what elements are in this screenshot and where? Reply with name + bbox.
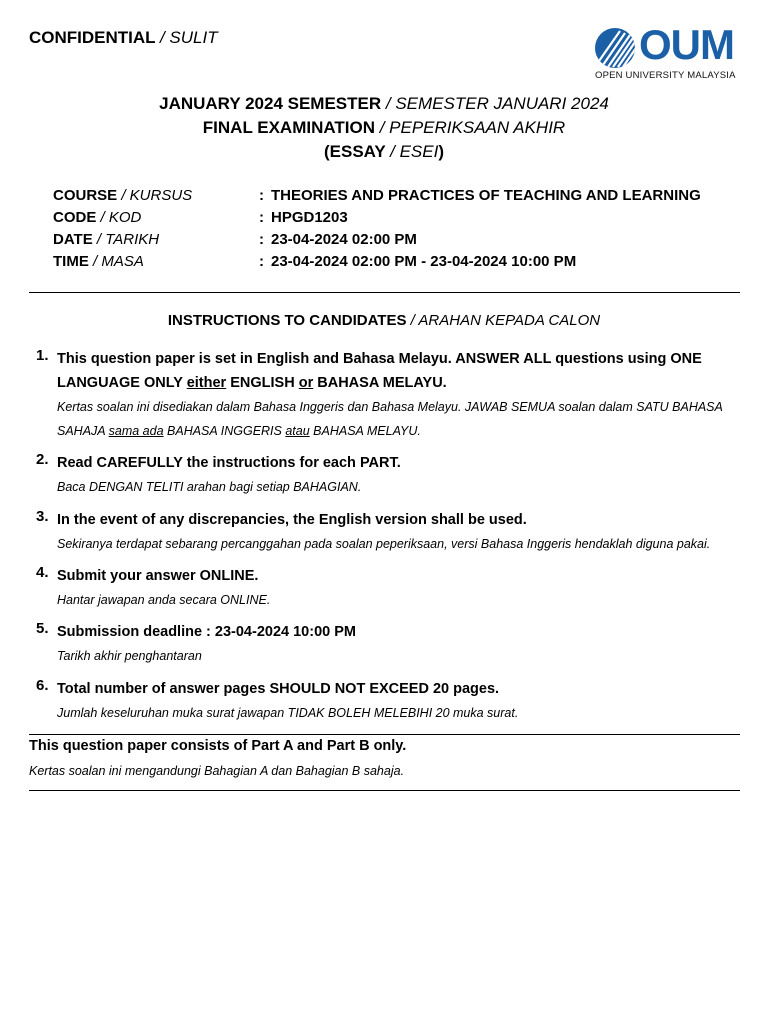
divider-top: [29, 292, 740, 293]
exam-titles: [0, 92, 768, 164]
divider-middle: [29, 734, 740, 735]
instruction-item-3: 3. In the event of any discrepancies, the English version shall be used. Sekiranya terdapat sebarang percanggahan pada soalan peperiksaan, versi Bahasa Inggeris hendaklah diguna pakai.: [36, 508, 711, 551]
oum-logo: [594, 21, 744, 83]
info-row-time: TIME / MASA : 23-04-2024 02:00 PM - 23-04-2024 10:00 PM: [53, 253, 577, 270]
instruction-item-4: 4. Submit your answer ONLINE. Hantar jawapan anda secara ONLINE.: [36, 564, 271, 607]
instructions-title: INSTRUCTIONS TO CANDIDATES / ARAHAN KEPADA CALON: [167, 312, 601, 329]
confidential-label: [29, 28, 218, 48]
exam-type: (ESSAY / ESEI): [323, 142, 444, 161]
confidential-my: / SULIT: [159, 28, 218, 47]
instruction-1-my: Kertas soalan ini disediakan dalam Bahasa Inggeris dan Bahasa Melayu. JAWAB SEMUA soalan dalam SATU BAHASA SAHAJA sama ada BAHASA INGGERIS atau BAHASA MELAYU.: [57, 400, 723, 438]
instruction-1-en: This question paper is set in English and Bahasa Melayu. ANSWER ALL questions using ONE LANGUAGE ONLY either ENGLISH or BAHASA MELAYU.: [57, 351, 702, 391]
instruction-item-2: 2. Read CAREFULLY the instructions for each PART. Baca DENGAN TELITI arahan bagi setiap BAHAGIAN.: [36, 451, 401, 494]
course-info: [53, 185, 701, 273]
info-row-course: COURSE / KURSUS : THEORIES AND PRACTICES OF TEACHING AND LEARNING: [53, 187, 701, 204]
date-value: 23-04-2024 02:00 PM: [271, 231, 417, 248]
info-row-code: CODE / KOD : HPGD1203: [53, 209, 348, 226]
instruction-item-5: 5. Submission deadline : 23-04-2024 10:00 PM Tarikh akhir penghantaran: [36, 620, 356, 663]
parts-note-en: This question paper consists of Part A and Part B only.: [29, 738, 407, 754]
course-value: THEORIES AND PRACTICES OF TEACHING AND LEARNING: [271, 187, 701, 204]
logo-subtext: OPEN UNIVERSITY MALAYSIA: [595, 70, 736, 81]
exam-title: FINAL EXAMINATION / PEPERIKSAAN AKHIR: [202, 118, 566, 137]
confidential-en: CONFIDENTIAL: [29, 28, 156, 47]
semester-title: JANUARY 2024 SEMESTER / SEMESTER JANUARI 2024: [159, 94, 609, 113]
oum-globe-icon: [594, 27, 636, 69]
instruction-item-6: 6. Total number of answer pages SHOULD NOT EXCEED 20 pages. Jumlah keseluruhan muka surat jawapan TIDAK BOLEH MELEBIHI 20 muka surat.: [36, 677, 519, 720]
divider-bottom: [29, 790, 740, 791]
parts-note-my: Kertas soalan ini mengandungi Bahagian A dan Bahagian B sahaja.: [29, 764, 405, 778]
logo-text: OUM: [639, 21, 734, 68]
code-value: HPGD1203: [271, 209, 348, 226]
instruction-item-1: 1. This question paper is set in English and Bahasa Melayu. ANSWER ALL questions using ONE LANGUAGE ONLY either ENGLISH or BAHASA MELAYU. Kertas soalan ini disediakan dalam Bahasa Inggeris dan Bahasa Melayu. JAWAB SEMUA soalan dalam SATU BAHASA SAHAJA sama ada BAHASA INGGERIS atau BAHASA MELAYU.: [36, 347, 736, 443]
info-row-date: DATE / TARIKH : 23-04-2024 02:00 PM: [53, 231, 417, 248]
time-value: 23-04-2024 02:00 PM - 23-04-2024 10:00 PM: [271, 253, 577, 270]
